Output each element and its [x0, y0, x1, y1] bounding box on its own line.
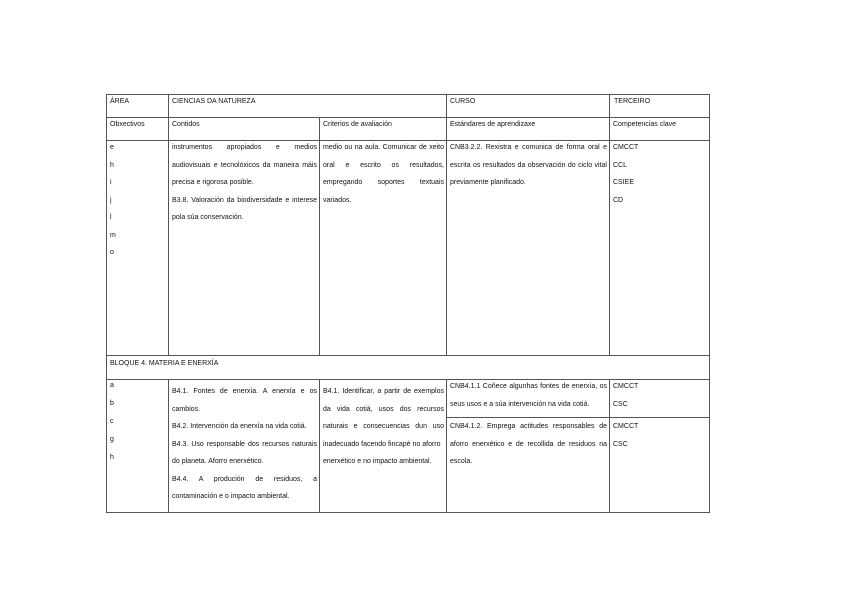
- area-value-cell: [168, 94, 447, 118]
- col-header-standards: Estándares de aprendizaxe: [446, 117, 610, 141]
- block4-title-cell: [106, 355, 710, 380]
- curso-value: TERCEIRO: [614, 98, 651, 105]
- curso-label-cell: [446, 94, 610, 118]
- row2-criteria: B4.1. Identificar, a partir de exemplos da vida cotiá, usos dos recursos naturais e consecuencias dun uso inadecuado facendo fincapé no aforro enerxético e no impacto ambiental.: [319, 379, 447, 513]
- area-label-cell: [106, 94, 169, 118]
- row1-competences: CMCCT CCL CSIEE CD: [609, 140, 710, 356]
- curso-label: CURSO: [450, 98, 476, 105]
- row1-standards: CNB3.2.2. Rexistra e comunica de forma oral e escrita os resultados da observación do ciclo vital previamente planificado.: [446, 140, 610, 356]
- row1-objectives: e h i j l m o: [106, 140, 169, 356]
- row2-standard-b: CNB4.1.2. Emprega actitudes responsables de aforro enerxético e de recollida de residuos na escola.: [446, 417, 610, 513]
- curso-value-cell: [609, 94, 710, 118]
- row1-criteria: medio ou na aula. Comunicar de xeito oral e escrito os resultados, empregando soportes textuais variados.: [319, 140, 447, 356]
- row2-objectives: a b c g h: [106, 379, 169, 513]
- col-header-objectives: Obxectivos: [106, 117, 169, 141]
- area-value: CIENCIAS DA NATUREZA: [172, 98, 256, 105]
- row2-competences-b: CMCCT CSC: [609, 417, 710, 513]
- row1-contents: instrumentos apropiados e medios audiovisuais e tecnolóxicos da maneira máis precisa e rigorosa posible. B3.8. Valoración da biodiversidade e interese pola súa conservación.: [168, 140, 320, 356]
- col-header-criteria: Criterios de avaliación: [319, 117, 447, 141]
- col-header-contents: Contidos: [168, 117, 320, 141]
- block4-title: BLOQUE 4. MATERIA E ENERXÍA: [110, 360, 219, 367]
- area-label: ÁREA: [110, 98, 130, 105]
- row2-standard-a: CNB4.1.1 Coñece algunhas fontes de enerxía, os seus usos e a súa intervención na vida cotiá.: [446, 379, 610, 418]
- row2-competences-a: CMCCT CSC: [609, 379, 710, 418]
- row2-contents: B4.1. Fontes de enerxía. A enerxía e os cambios. B4.2. Intervención da enerxía na vida cotiá. B4.3. Uso responsable dos recursos naturais do planeta. Aforro enerxético. B4.4. A produción de residuos, a contaminación e o impacto ambiental.: [168, 379, 320, 513]
- col-header-competences: Competencias clave: [609, 117, 710, 141]
